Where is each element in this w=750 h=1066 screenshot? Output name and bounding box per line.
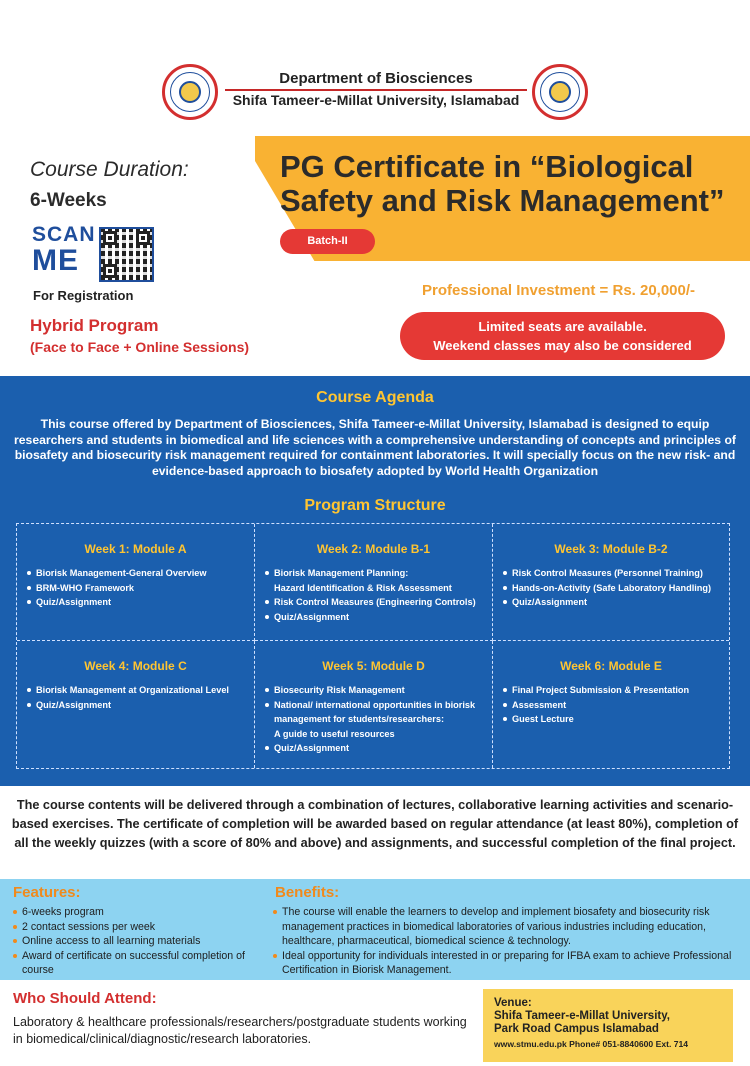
header bbox=[0, 0, 750, 135]
list-item: Quiz/Assignment bbox=[265, 741, 486, 756]
venue-label: Venue: bbox=[494, 997, 532, 1009]
list-item: Biorisk Management-General Overview bbox=[27, 566, 248, 581]
list-item: Award of certificate on successful completion of course bbox=[13, 949, 268, 978]
list-item: Quiz/Assignment bbox=[503, 595, 723, 610]
week-title: Week 4: Module C bbox=[84, 659, 187, 673]
scan-text: SCAN bbox=[32, 223, 96, 246]
limited-seats-banner bbox=[400, 312, 725, 360]
batch-badge: Batch-II bbox=[280, 229, 375, 254]
hybrid-program-details: (Face to Face + Online Sessions) bbox=[30, 339, 250, 355]
list-item: Biorisk Management Planning: bbox=[265, 566, 486, 581]
who-should-attend-text: Laboratory & healthcare professionals/researchers/postgraduate students working in biomedical/clinical/diagnostic/research laboratories. bbox=[13, 1015, 467, 1046]
week-1-cell bbox=[17, 524, 255, 641]
week-title: Week 6: Module E bbox=[560, 659, 662, 673]
list-item: Quiz/Assignment bbox=[27, 595, 248, 610]
week-6-cell bbox=[493, 641, 729, 768]
list-item: Assessment bbox=[503, 698, 723, 713]
venue-box bbox=[483, 989, 733, 1062]
list-item: Risk Control Measures (Personnel Training) bbox=[503, 566, 723, 581]
list-item: management for students/researchers: bbox=[274, 714, 445, 724]
scan-me-label bbox=[32, 223, 96, 277]
program-structure-grid bbox=[16, 523, 730, 769]
professional-investment: Professional Investment = Rs. 20,000/- bbox=[422, 282, 696, 299]
list-item: Hands-on-Activity (Safe Laboratory Handling) bbox=[503, 581, 723, 596]
duration-label: Course Duration: bbox=[30, 158, 189, 181]
week-4-cell bbox=[17, 641, 255, 768]
venue-line-2: Park Road Campus Islamabad bbox=[494, 1023, 659, 1035]
registration-qr-code[interactable] bbox=[99, 227, 154, 282]
hybrid-program-label: Hybrid Program bbox=[30, 316, 159, 335]
list-item: Quiz/Assignment bbox=[27, 698, 248, 713]
list-item: Quiz/Assignment bbox=[265, 610, 486, 625]
seats-line-1: Limited seats are available. bbox=[478, 319, 647, 334]
list-item: BRM-WHO Framework bbox=[27, 581, 248, 596]
features-list bbox=[13, 905, 268, 978]
list-item: Online access to all learning materials bbox=[13, 934, 268, 949]
list-item: The course will enable the learners to develop and implement biosafety and biosecurity risk management practices in biomedical laboratories of various industries including education, healthcare, pharmaceutical, biomedical science & technology. bbox=[273, 905, 743, 949]
university-seal-icon bbox=[532, 64, 588, 120]
list-item: Hazard Identification & Risk Assessment bbox=[274, 582, 452, 593]
seats-line-2: Weekend classes may also be considered bbox=[433, 338, 692, 353]
features-title: Features: bbox=[13, 884, 81, 901]
title-line-1: PG Certificate in “Biological bbox=[280, 149, 694, 184]
benefits-list bbox=[273, 905, 743, 978]
course-delivery-text: The course contents will be delivered through a combination of lectures, collaborative learning activities and scenario-based exercises. The certificate of completion will be awarded based on regular attendance (at least 80%), completion of all the weekly quizzes (with a score of 80% and above) and assignments, and successful completion of the final project. bbox=[11, 798, 739, 850]
program-title bbox=[280, 150, 740, 218]
venue-line-1: Shifa Tameer-e-Millat University, bbox=[494, 1010, 670, 1022]
who-should-attend-title: Who Should Attend: bbox=[13, 990, 157, 1007]
university-name: Shifa Tameer-e-Millat University, Islamabad bbox=[232, 92, 520, 108]
list-item: Biosecurity Risk Management bbox=[265, 683, 486, 698]
list-item: Risk Control Measures (Engineering Controls) bbox=[265, 595, 486, 610]
week-3-cell bbox=[493, 524, 729, 641]
department-name: Department of Biosciences bbox=[279, 70, 473, 87]
benefits-title: Benefits: bbox=[275, 884, 340, 901]
list-item: 2 contact sessions per week bbox=[13, 920, 268, 935]
course-agenda-text: This course offered by Department of Biosciences, Shifa Tameer-e-Millat University, Islamabad is designed to equip researchers and students in biomedical and life sciences with a comprehensive understanding of concepts and principles of biosafety and biosecurity risk management required for containment laboratories. It will specially focus on the new risk- and evidence-based approach to biosafety adopted by World Health Organization bbox=[14, 417, 736, 478]
week-title: Week 1: Module A bbox=[84, 542, 187, 556]
list-item: National/ international opportunities in biorisk bbox=[265, 698, 486, 713]
department-seal-icon bbox=[162, 64, 218, 120]
duration-value: 6-Weeks bbox=[30, 190, 107, 211]
venue-contact[interactable]: www.stmu.edu.pk Phone# 051-8840600 Ext. 714 bbox=[494, 1039, 689, 1049]
list-item: Guest Lecture bbox=[503, 712, 723, 727]
program-structure-title: Program Structure bbox=[304, 497, 446, 514]
list-item: A guide to useful resources bbox=[274, 728, 395, 739]
list-item: Final Project Submission & Presentation bbox=[503, 683, 723, 698]
title-line-2: Safety and Risk Management” bbox=[280, 183, 725, 218]
for-registration-label: For Registration bbox=[33, 288, 134, 303]
week-5-cell bbox=[255, 641, 493, 768]
week-title: Week 2: Module B-1 bbox=[316, 542, 431, 556]
header-divider bbox=[225, 89, 527, 91]
list-item: 6-weeks program bbox=[13, 905, 268, 920]
list-item: Ideal opportunity for individuals interested in or preparing for IFBA exam to achieve Professional Certification in Biorisk Management. bbox=[273, 949, 743, 978]
week-title: Week 3: Module B-2 bbox=[554, 542, 668, 556]
course-agenda-title: Course Agenda bbox=[316, 389, 434, 406]
week-2-cell bbox=[255, 524, 493, 641]
me-text: ME bbox=[32, 244, 79, 277]
list-item: Biorisk Management at Organizational Level bbox=[27, 683, 248, 698]
week-title: Week 5: Module D bbox=[322, 659, 425, 673]
